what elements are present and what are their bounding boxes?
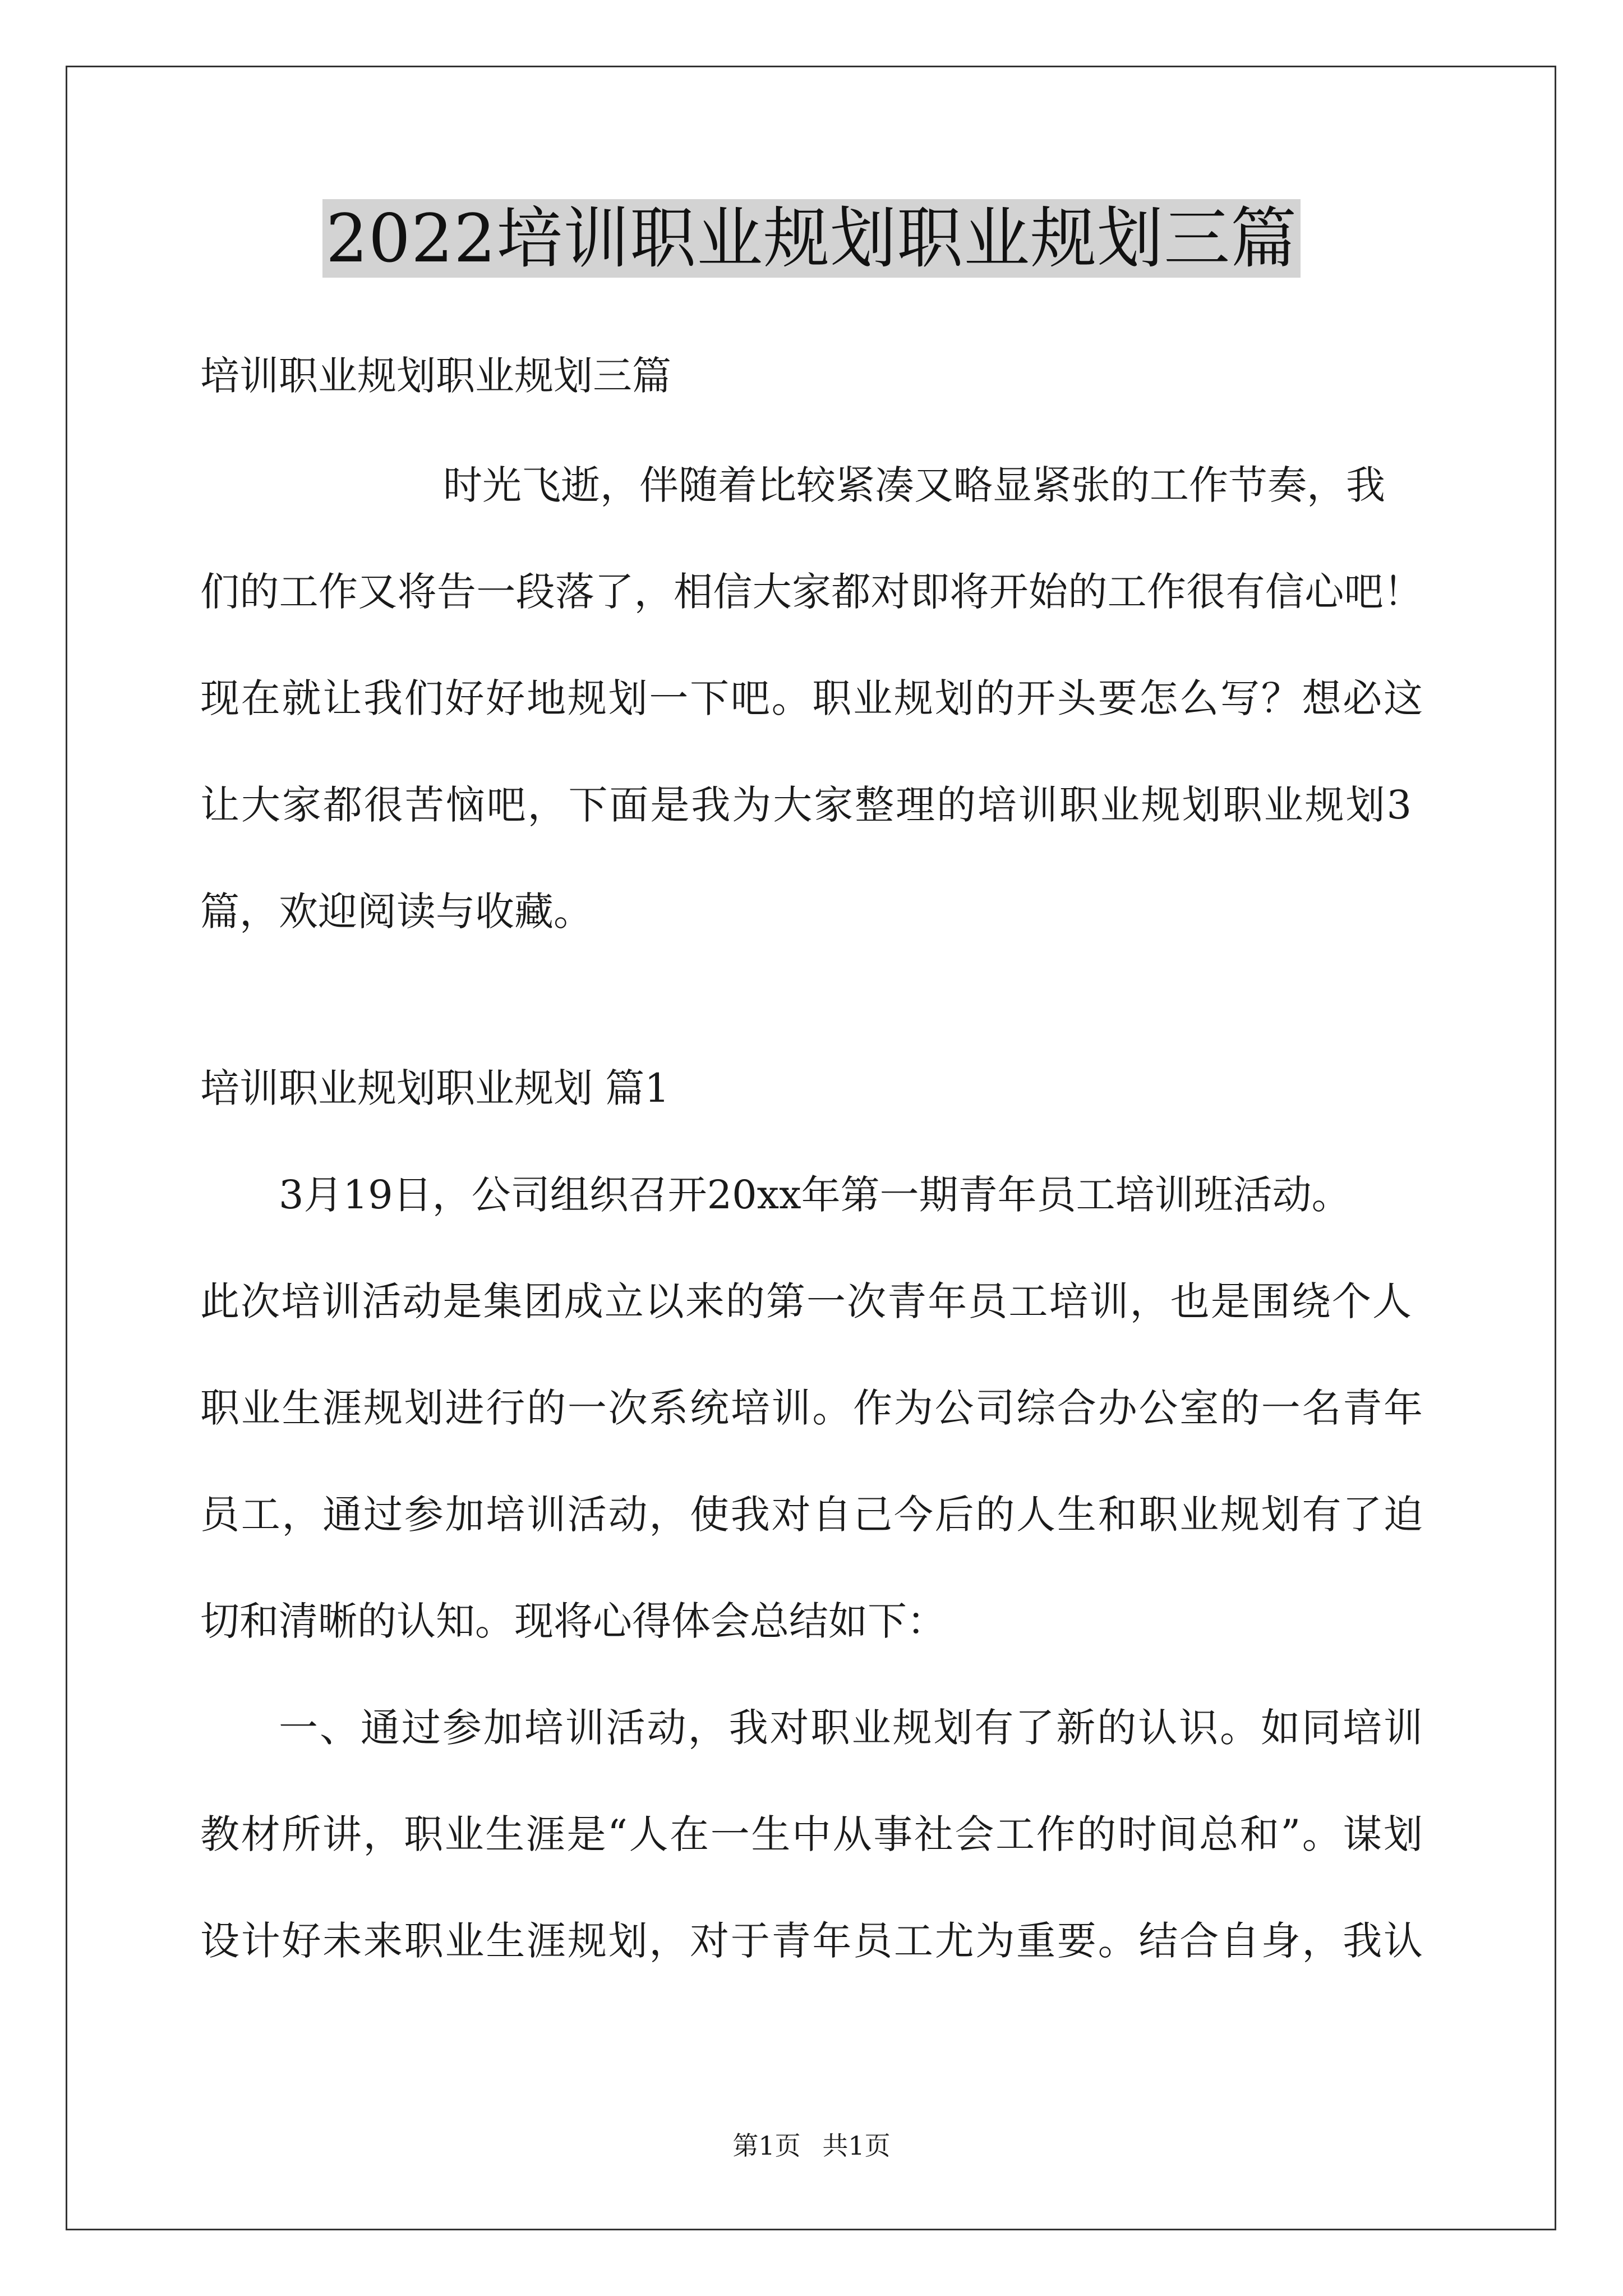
body-line: 此次培训活动是集团成立以来的第一次青年员工培训，也是围绕个人 [200, 1278, 1412, 1324]
body-line: 3月19日，公司组织召开20xx年第一期青年员工培训班活动。 [279, 1172, 1351, 1218]
intro-line: 时光飞逝，伴随着比较紧凑又略显紧张的工作节奏，我 [443, 462, 1385, 508]
intro-line: 篇，欢迎阅读与收藏。 [200, 889, 593, 935]
body-line: 一、通过参加培训活动，我对职业规划有了新的认识。如同培训 [279, 1705, 1423, 1751]
intro-line: 们的工作又将告一段落了，相信大家都对即将开始的工作很有信心吧！ [200, 569, 1423, 615]
body-line: 职业生涯规划进行的一次系统培训。作为公司综合办公室的一名青年 [200, 1385, 1423, 1431]
page-footer [0, 2129, 1623, 2162]
title-container [0, 199, 1623, 278]
section-heading: 培训职业规划职业规划 篇1 [200, 1065, 670, 1111]
page-number: 第1页 [732, 2131, 801, 2161]
intro-line: 让大家都很苦恼吧，下面是我为大家整理的培训职业规划职业规划3 [200, 782, 1412, 828]
body-line: 教材所讲，职业生涯是“人在一生中从事社会工作的时间总和”。谋划 [200, 1811, 1423, 1857]
document-subtitle: 培训职业规划职业规划三篇 [200, 353, 671, 399]
document-title: 2022培训职业规划职业规划三篇 [322, 199, 1301, 278]
page-total: 共1页 [822, 2131, 891, 2161]
body-line: 切和清晰的认知。现将心得体会总结如下： [200, 1598, 946, 1644]
body-line: 设计好未来职业生涯规划，对于青年员工尤为重要。结合自身，我认 [200, 1918, 1423, 1964]
intro-line: 现在就让我们好好地规划一下吧。职业规划的开头要怎么写？想必这 [200, 675, 1423, 721]
body-line: 员工，通过参加培训活动，使我对自己今后的人生和职业规划有了迫 [200, 1492, 1423, 1538]
